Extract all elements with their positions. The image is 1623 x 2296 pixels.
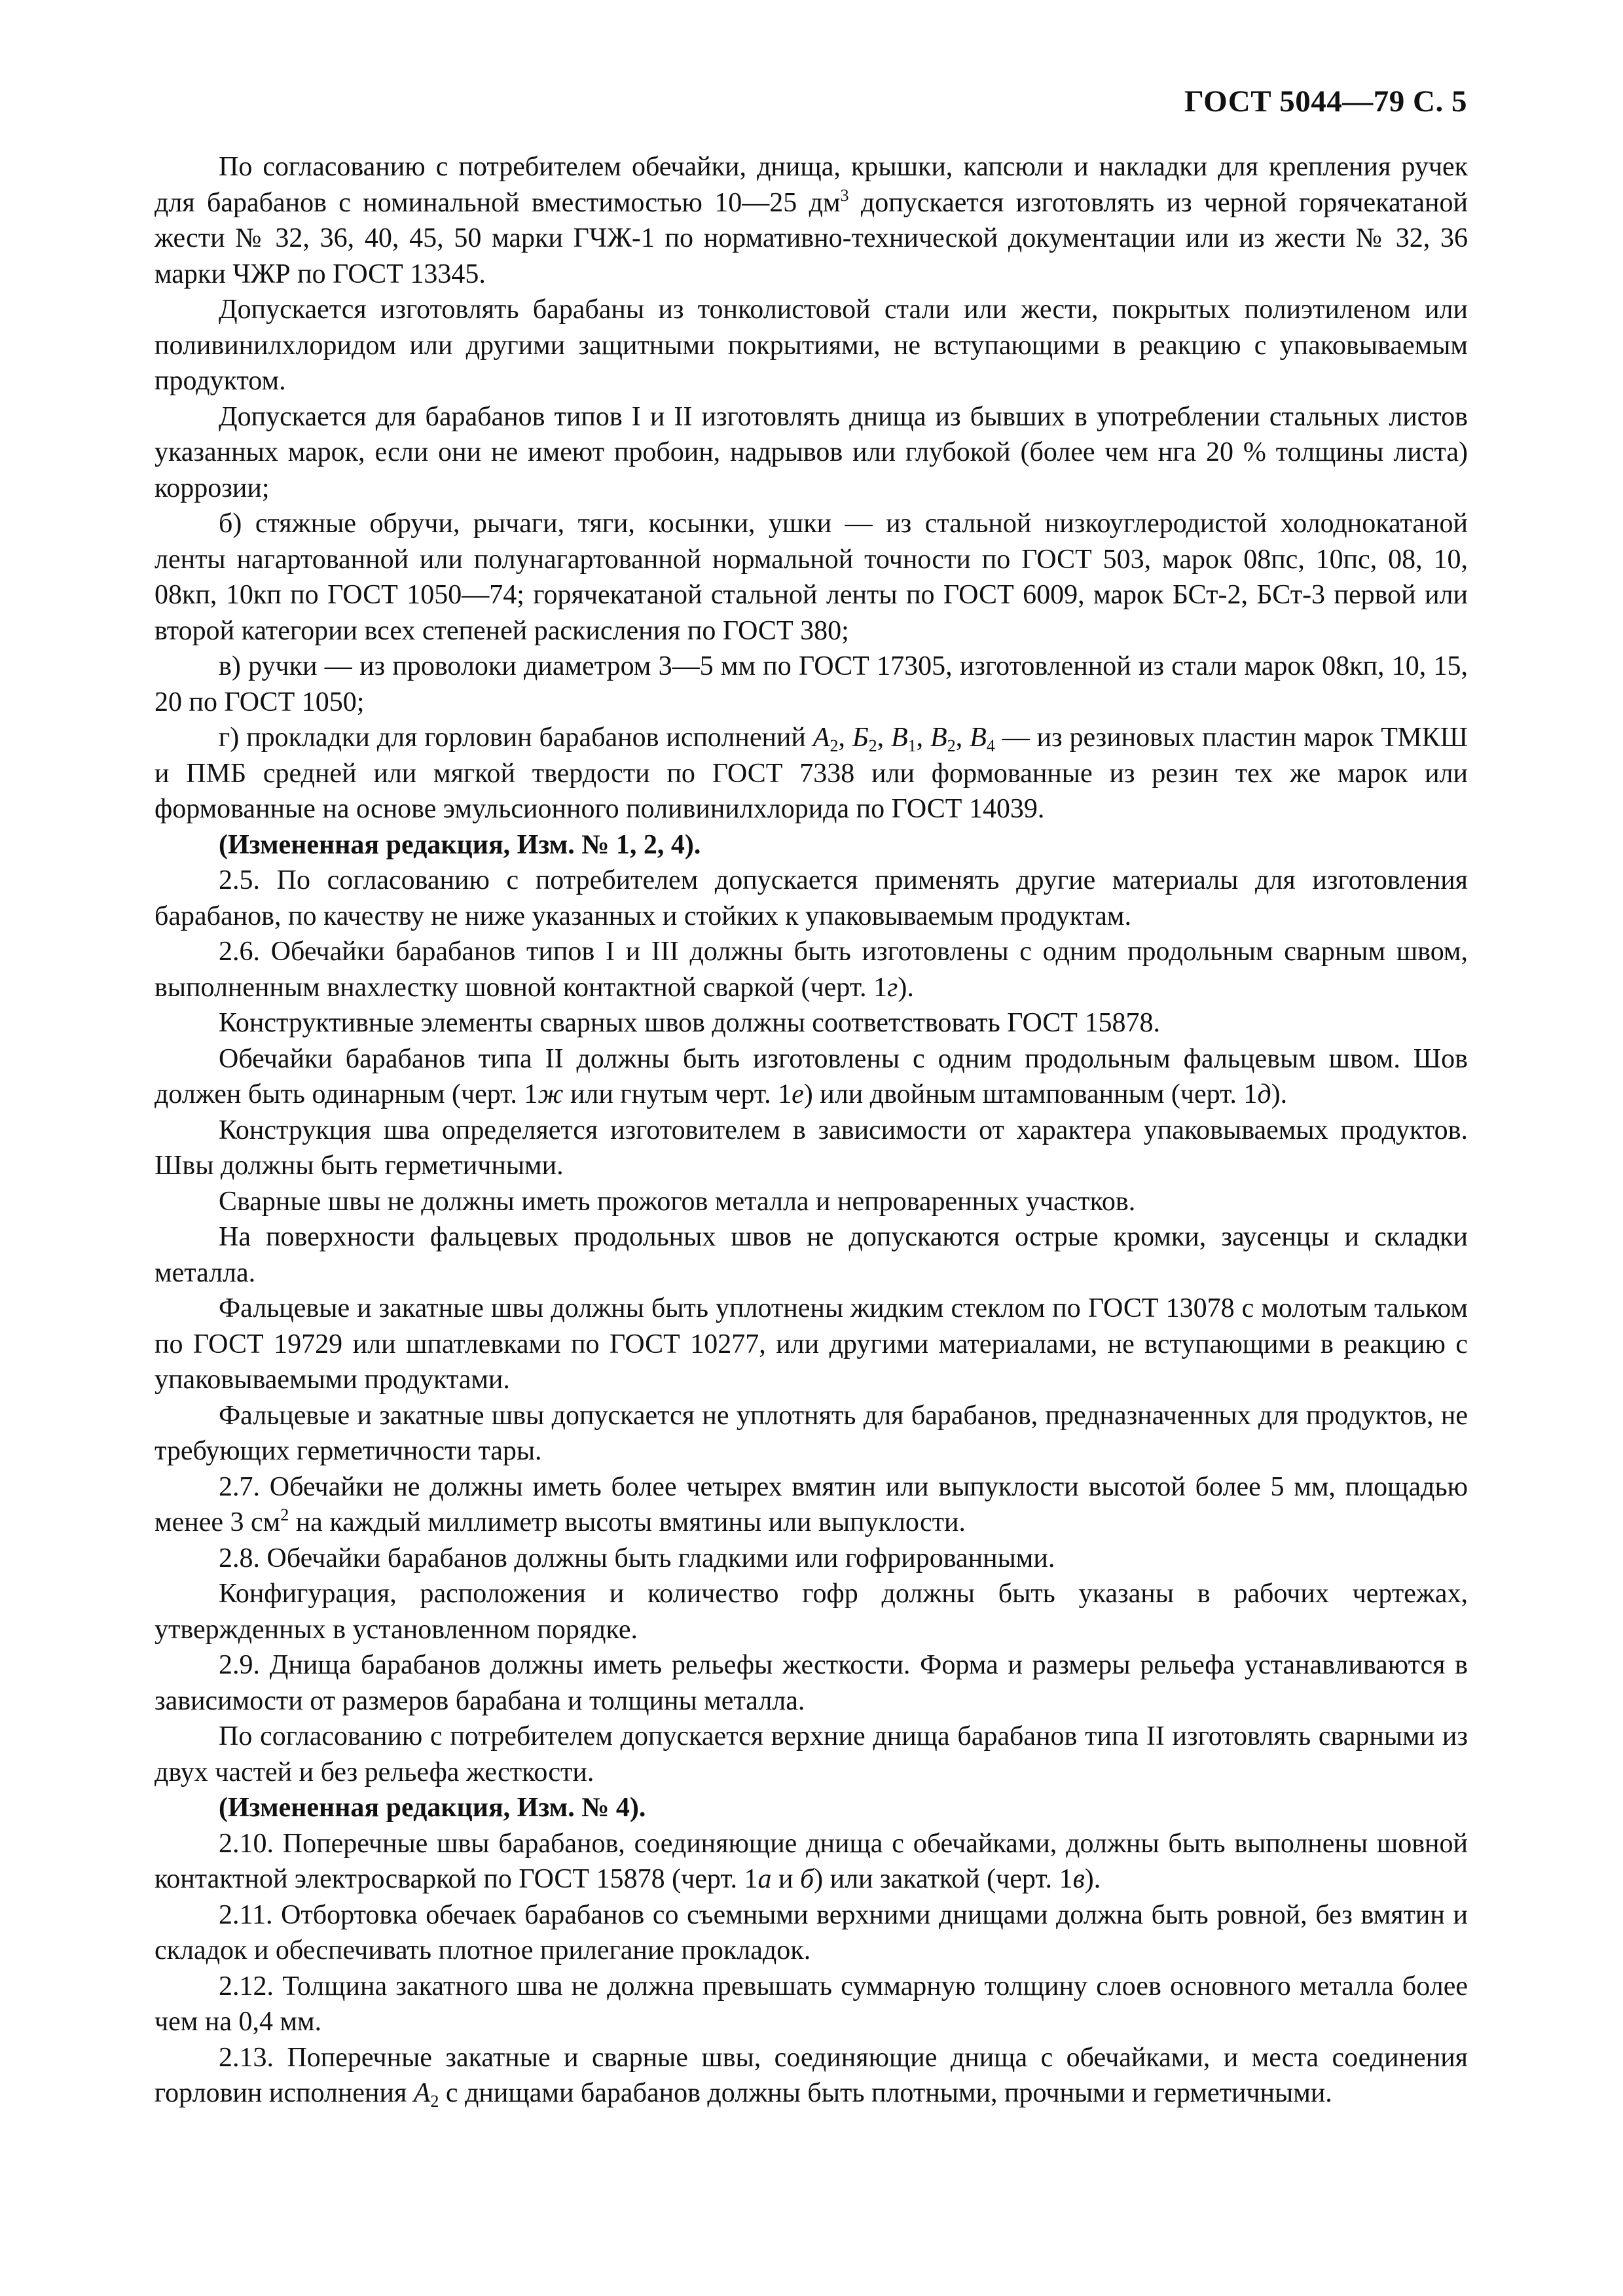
paragraph: г) прокладки для горловин барабанов исполнений $А_2$, $Б_2$, $В_1$, $В_2$, $В_4$ — из резиновых пластин марок ТМКШ и ПМБ средней или мягкой твердости по ГОСТ 7338 или формованные из резин тех же марок или формованные на основе эмульсионного поливинилхлорида по ГОСТ 14039. xyxy=(155,723,1468,824)
paragraph: 2.8. Обечайки барабанов должны быть гладкими или гофрированными. xyxy=(219,1543,1055,1573)
paragraph: 2.6. Обечайки барабанов типов I и III должны быть изготовлены с одним продольным сварным швом, выполненным внахлестку шовной контактной сваркой (черт. 1г). xyxy=(155,937,1468,1003)
paragraph: 2.12. Толщина закатного шва не должна превышать суммарную толщину слоев основного металла более чем на 0,4 мм. xyxy=(155,1971,1468,2037)
paragraph: 2.5. По согласованию с потребителем допускается применять другие материалы для изготовления барабанов, по качеству не ниже указанных и стойких к упаковываемым продуктам. xyxy=(155,865,1468,931)
paragraph: Фальцевые и закатные швы должны быть уплотнены жидким стеклом по ГОСТ 13078 с молотым тальком по ГОСТ 19729 или шпатлевками по ГОСТ 10277, или другими материалами, не вступающими в реакцию с упаковываемыми продуктами. xyxy=(155,1293,1468,1395)
paragraph: По согласованию с потребителем допускается верхние днища барабанов типа II изготовлять сварными из двух частей и без рельефа жесткости. xyxy=(155,1721,1468,1787)
paragraph: 2.11. Отбортовка обечаек барабанов со съемными верхними днищами должна быть ровной, без вмятин и складок и обеспечивать плотное прилегание прокладок. xyxy=(155,1899,1468,1965)
running-header: ГОСТ 5044—79 С. 5 xyxy=(1184,84,1467,118)
paragraph: На поверхности фальцевых продольных швов не допускаются острые кромки, заусенцы и складки металла. xyxy=(155,1222,1468,1288)
paragraph: 2.7. Обечайки не должны иметь более четырех вмятин или выпуклости высотой более 5 мм, площадью менее 3 $см^2$ на каждый миллиметр высоты вмятины или выпуклости. xyxy=(155,1471,1468,1537)
amendment-note: (Измененная редакция, Изм. № 1, 2, 4). xyxy=(219,829,701,860)
paragraph: Обечайки барабанов типа II должны быть изготовлены с одним продольным фальцевым швом. Шов должен быть одинарным (черт. 1ж или гнутым черт. 1е) или двойным штампованным (черт. 1д). xyxy=(155,1043,1468,1109)
paragraph: 2.13. Поперечные закатные и сварные швы, соединяющие днища с обечайками, и места соединения горловин исполнения $А_2$ с днищами барабанов должны быть плотными, прочными и герметичными. xyxy=(155,2042,1468,2111)
amendment-note: (Измененная редакция, Изм. № 4). xyxy=(219,1793,646,1823)
paragraph: 2.10. Поперечные швы барабанов, соединяющие днища с обечайками, должны быть выполнены шовной контактной электросваркой по ГОСТ 15878 (черт. 1а и б) или закаткой (черт. 1в). xyxy=(155,1828,1468,1894)
paragraph: Допускается для барабанов типов I и II изготовлять днища из бывших в употреблении стальных листов указанных марок, если они не имеют пробоин, надрывов или глубокой (более чем нга 20 % толщины листа) коррозии; xyxy=(155,401,1468,503)
document-body xyxy=(155,149,1468,2111)
paragraph: б) стяжные обручи, рычаги, тяги, косынки, ушки — из стальной низкоуглеродистой холоднокатаной ленты нагартованной или полунагартованной нормальной точности по ГОСТ 503, марок 08пс, 10пс, 08, 10, 08кп, 10кп по ГОСТ 1050—74; горячекатаной стальной ленты по ГОСТ 6009, марок БСт-2, БСт-3 первой или второй категории всех степеней раскисления по ГОСТ 380; xyxy=(155,509,1468,646)
paragraph: Конструктивные элементы сварных швов должны соответствовать ГОСТ 15878. xyxy=(219,1008,1160,1038)
paragraph: Допускается изготовлять барабаны из тонколистовой стали или жести, покрытых полиэтиленом или поливинилхлоридом или другими защитными покрытиями, не вступающими в реакцию с упаковываемым продуктом. xyxy=(155,295,1468,396)
paragraph: 2.9. Днища барабанов должны иметь рельефы жесткости. Форма и размеры рельефа устанавливаются в зависимости от размеров барабана и толщины металла. xyxy=(155,1650,1468,1716)
paragraph: Конфигурация, расположения и количество гофр должны быть указаны в рабочих чертежах, утвержденных в установленном порядке. xyxy=(155,1579,1468,1645)
paragraph: Сварные швы не должны иметь прожогов металла и непроваренных участков. xyxy=(219,1186,1136,1217)
paragraph: Фальцевые и закатные швы допускается не уплотнять для барабанов, предназначенных для продуктов, не требующих герметичности тары. xyxy=(155,1400,1468,1466)
paragraph: в) ручки — из проволоки диаметром 3—5 мм по ГОСТ 17305, изготовленной из стали марок 08кп, 10, 15, 20 по ГОСТ 1050; xyxy=(155,651,1468,717)
paragraph: Конструкция шва определяется изготовителем в зависимости от характера упаковываемых продуктов. Швы должны быть герметичными. xyxy=(155,1115,1468,1181)
paragraph: По согласованию с потребителем обечайки, днища, крышки, капсюли и накладки для крепления ручек для барабанов с номинальной вместимостью 10—25 $дм^3$ допускается изготовлять из черной горячекатаной жести № 32, 36, 40, 45, 50 марки ГЧЖ-1 по нормативно-технической документации или из жести № 32, 36 марки ЧЖР по ГОСТ 13345. xyxy=(155,152,1468,289)
